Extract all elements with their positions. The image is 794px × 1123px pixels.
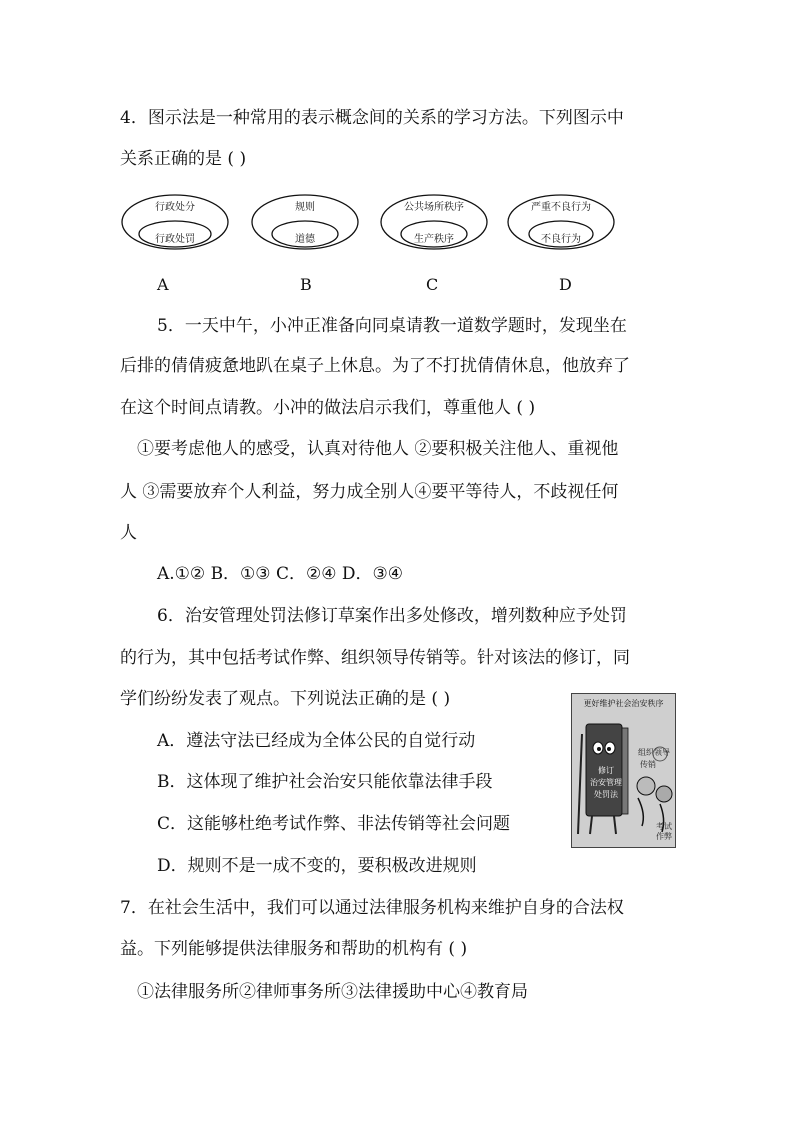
q6-option-c: C．这能够杜绝考试作弊、非法传销等社会问题 xyxy=(157,814,511,834)
q5-statement-line3: 人 xyxy=(120,523,137,543)
diagram-d-inner-label: 不良行为 xyxy=(541,234,581,245)
q7-stem-line2: 益。下列能够提供法律服务和帮助的机构有 ( ) xyxy=(120,939,468,959)
q6-stem-line1: 6．治安管理处罚法修订草案作出多处修改，增列数种应予处罚 xyxy=(157,606,627,626)
diagram-b-inner-label: 道德 xyxy=(295,234,315,245)
diagram-a xyxy=(120,193,230,251)
q6-option-b: B．这体现了维护社会治安只能依靠法律手段 xyxy=(157,772,493,792)
q6-stem-line3: 学们纷纷发表了观点。下列说法正确的是 ( ) xyxy=(120,689,451,709)
cartoon-illustration xyxy=(571,693,676,848)
diagram-d xyxy=(506,193,616,251)
diagram-c-inner-label: 生产秩序 xyxy=(414,234,454,245)
q4-stem-line1: 4．图示法是一种常用的表示概念间的关系的学习方法。下列图示中 xyxy=(120,108,624,128)
option-letter-c: C xyxy=(426,275,439,294)
cartoon-tag-organize: 组织领导 xyxy=(638,748,670,757)
cartoon-book-title-3: 处罚法 xyxy=(594,790,618,799)
diagram-b-outer-label: 规则 xyxy=(295,202,315,213)
q5-stem-line1: 5．一天中午，小冲正准备向同桌请教一道数学题时，发现坐在 xyxy=(157,316,627,336)
q4-stem-line2: 关系正确的是 ( ) xyxy=(120,149,247,169)
cartoon-book-title-1: 修订 xyxy=(598,766,614,775)
cartoon-tag-cheating: 作弊 xyxy=(656,832,672,841)
q5-statement-line2: 人 ③需要放弃个人利益，努力成全别人④要平等待人，不歧视任何 xyxy=(120,482,619,502)
diagram-c xyxy=(379,193,489,251)
q6-option-a: A．遵法守法已经成为全体公民的自觉行动 xyxy=(157,731,476,751)
diagram-c-outer-label: 公共场所秩序 xyxy=(404,202,464,213)
q6-option-d: D．规则不是一成不变的，要积极改进规则 xyxy=(157,856,477,876)
q6-stem-line2: 的行为，其中包括考试作弊、组织领导传销等。针对该法的修订，同 xyxy=(120,648,630,668)
cartoon-caption: 更好维护社会治安秩序 xyxy=(583,699,664,708)
diagram-a-outer-label: 行政处分 xyxy=(155,202,195,213)
q5-stem-line3: 在这个时间点请教。小冲的做法启示我们，尊重他人 ( ) xyxy=(120,398,536,418)
q7-options: ①法律服务所②律师事务所③法律援助中心④教育局 xyxy=(137,982,528,1002)
q7-stem-line1: 7．在社会生活中，我们可以通过法律服务机构来维护自身的合法权 xyxy=(120,898,624,918)
cartoon-tag-pyramid: 传销 xyxy=(640,760,656,769)
q5-options: A.①② B．①③ C．②④ D．③④ xyxy=(157,564,403,584)
q5-statement-line1: ①要考虑他人的感受，认真对待他人 ②要积极关注他人、重视他 xyxy=(137,439,619,459)
cartoon-book-title-2: 治安管理 xyxy=(590,778,622,787)
option-letter-b: B xyxy=(300,275,312,294)
option-letter-d: D xyxy=(559,275,572,294)
option-letter-a: A xyxy=(157,275,169,294)
diagram-d-outer-label: 严重不良行为 xyxy=(531,202,591,213)
cartoon-tag-exam: 考试 xyxy=(656,822,672,831)
q5-stem-line2: 后排的倩倩疲惫地趴在桌子上休息。为了不打扰倩倩休息，他放弃了 xyxy=(120,356,630,376)
diagram-b xyxy=(250,193,360,251)
diagram-a-inner-label: 行政处罚 xyxy=(155,234,195,245)
